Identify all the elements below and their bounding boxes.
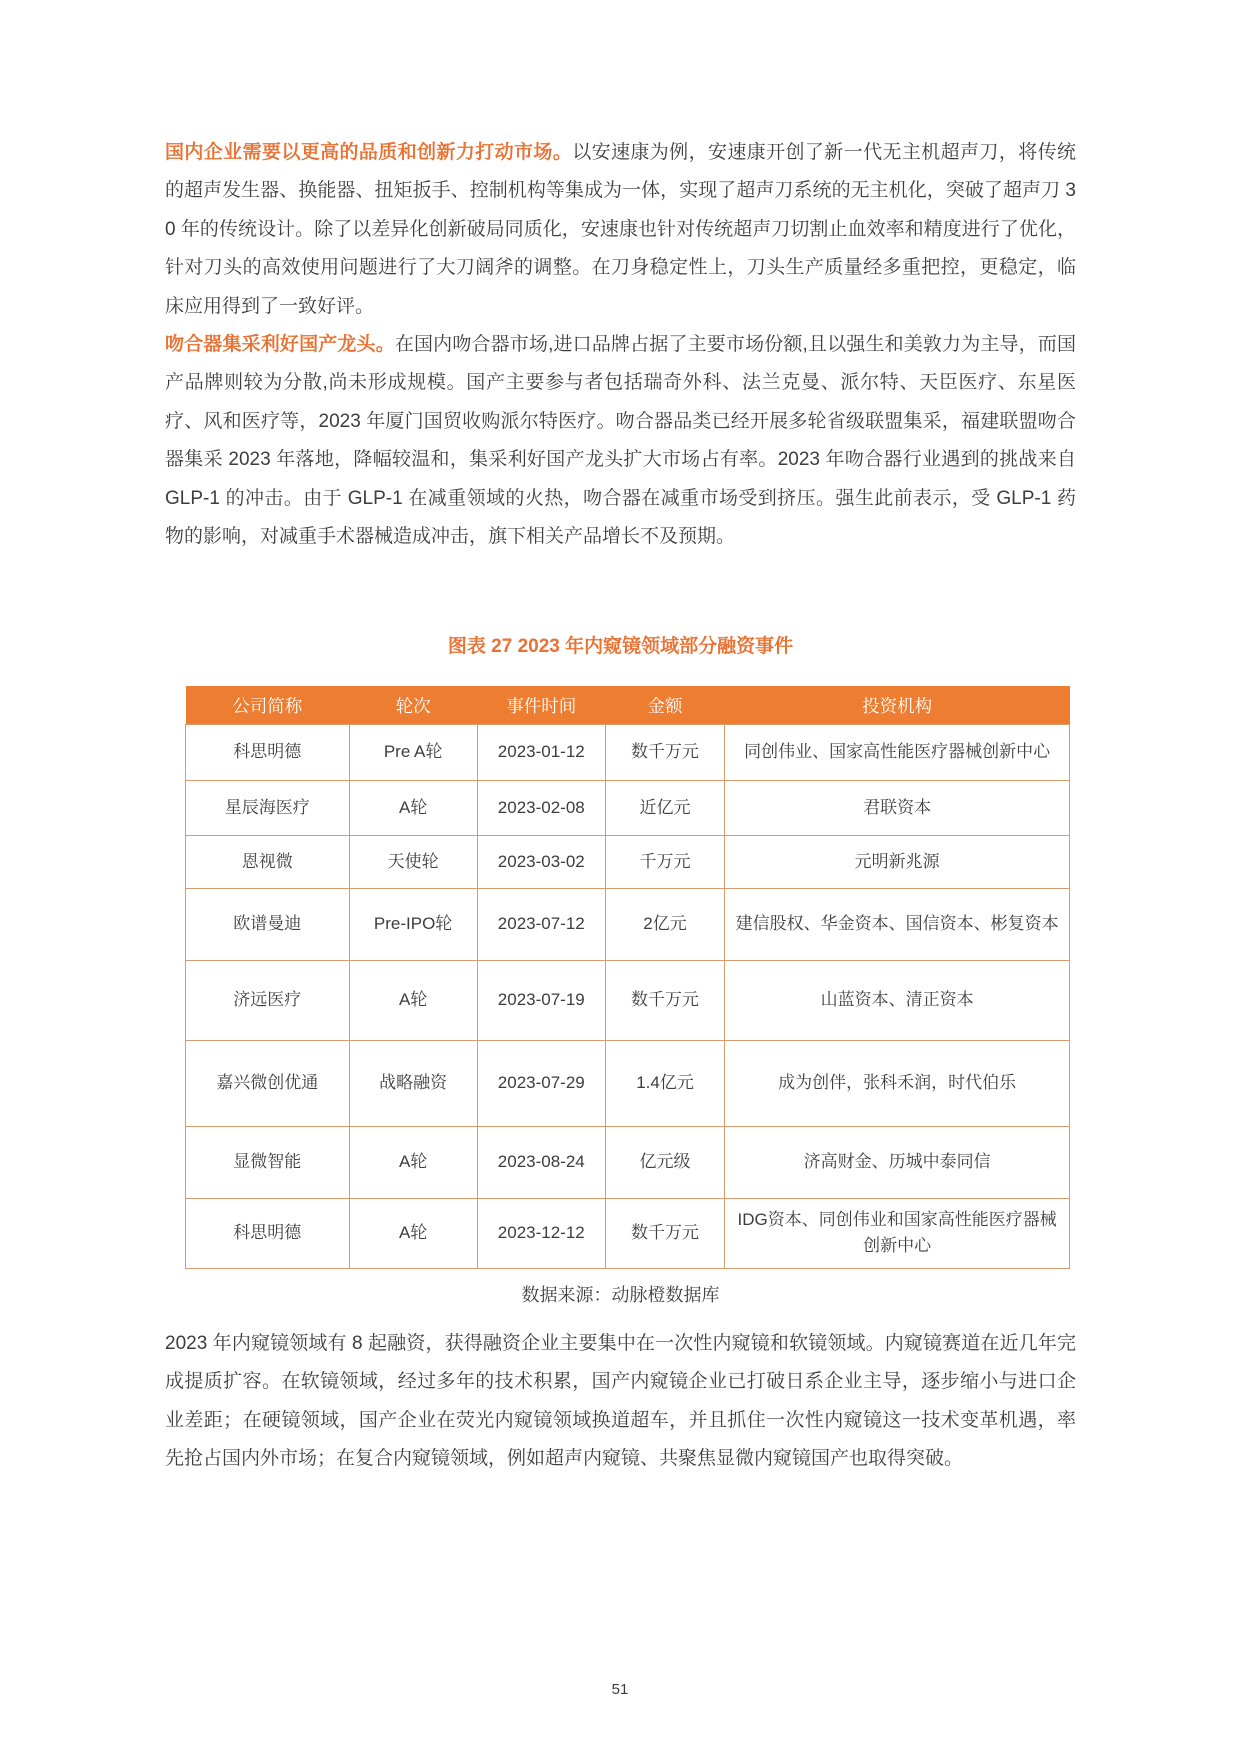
cell-round: A轮 bbox=[349, 960, 477, 1040]
cell-round: A轮 bbox=[349, 1126, 477, 1198]
cell-round: Pre A轮 bbox=[349, 724, 477, 780]
cell-amount: 千万元 bbox=[605, 835, 724, 888]
cell-investor: IDG资本、同创伟业和国家高性能医疗器械创新中心 bbox=[725, 1198, 1070, 1268]
cell-date: 2023-07-12 bbox=[477, 888, 605, 960]
cell-date: 2023-12-12 bbox=[477, 1198, 605, 1268]
cell-company: 显微智能 bbox=[186, 1126, 350, 1198]
column-header-investor: 投资机构 bbox=[725, 686, 1070, 724]
cell-amount: 亿元级 bbox=[605, 1126, 724, 1198]
table-row bbox=[186, 1040, 1070, 1126]
cell-investor: 济高财金、历城中泰同信 bbox=[725, 1126, 1070, 1198]
cell-date: 2023-07-19 bbox=[477, 960, 605, 1040]
cell-round: A轮 bbox=[349, 780, 477, 835]
closing-paragraph: 2023 年内窥镜领域有 8 起融资，获得融资企业主要集中在一次性内窥镜和软镜领域。内窥镜赛道在近几年完成提质扩容。在软镜领域，经过多年的技术积累，国产内窥镜企业已打破日系企业主导，逐步缩小与进口企业差距；在硬镜领域，国产企业在荧光内窥镜领域换道超车，并且抓住一次性内窥镜这一技术变革机遇，率先抢占国内外市场；在复合内窥镜领域，例如超声内窥镜、共聚焦显微内窥镜国产也取得突破。 bbox=[165, 1332, 1076, 1470]
cell-round: A轮 bbox=[349, 1198, 477, 1268]
financing-table bbox=[185, 686, 1070, 1269]
column-header-round: 轮次 bbox=[349, 686, 477, 724]
table-header bbox=[186, 686, 1070, 724]
cell-amount: 1.4亿元 bbox=[605, 1040, 724, 1126]
table-row bbox=[186, 1126, 1070, 1198]
data-source-note: 数据来源：动脉橙数据库 bbox=[521, 1284, 720, 1305]
figure-title: 图表 27 2023 年内窥镜领域部分融资事件 bbox=[447, 636, 794, 658]
column-header-amount: 金额 bbox=[605, 686, 724, 724]
page-number: 51 bbox=[611, 1681, 629, 1698]
paragraph-body: 以安速康为例，安速康开创了新一代无主机超声刀，将传统的超声发生器、换能器、扭矩扳手、控制机构等集成为一体，实现了超声刀系统的无主机化，突破了超声刀 30 年的传统设计。除了以差异化创新破局同质化，安速康也针对传统超声刀切割止血效率和精度进行了优化，针对刀头的高效使用问题进行了大刀阔斧的调整。在刀身稳定性上，刀头生产质量经多重把控，更稳定，临床应用得到了一致好评。 bbox=[165, 142, 1076, 317]
cell-company: 科思明德 bbox=[186, 1198, 350, 1268]
cell-date: 2023-02-08 bbox=[477, 780, 605, 835]
table-row bbox=[186, 1198, 1070, 1268]
cell-company: 嘉兴微创优通 bbox=[186, 1040, 350, 1126]
cell-amount: 近亿元 bbox=[605, 780, 724, 835]
cell-amount: 数千万元 bbox=[605, 724, 724, 780]
cell-amount: 数千万元 bbox=[605, 1198, 724, 1268]
column-header-date: 事件时间 bbox=[477, 686, 605, 724]
paragraph-body: 在国内吻合器市场,进口品牌占据了主要市场份额,且以强生和美敦力为主导，而国产品牌则较为分散,尚未形成规模。国产主要参与者包括瑞奇外科、法兰克曼、派尔特、天臣医疗、东星医疗、风和医疗等，2023 年厦门国贸收购派尔特医疗。吻合器品类已经开展多轮省级联盟集采，福建联盟吻合器集采 2023 年落地，降幅较温和，集采利好国产龙头扩大市场占有率。2023 年吻合器行业遇到的挑战来自 GLP-1 的冲击。由于 GLP-1 在减重领域的火热，吻合器在减重市场受到挤压。强生此前表示，受 GLP-1 药物的影响，对减重手术器械造成冲击，旗下相关产品增长不及预期。 bbox=[165, 334, 1076, 548]
cell-investor: 成为创伴，张科禾润，时代伯乐 bbox=[725, 1040, 1070, 1126]
cell-investor: 山蓝资本、清正资本 bbox=[725, 960, 1070, 1040]
cell-investor: 元明新兆源 bbox=[725, 835, 1070, 888]
cell-amount: 2亿元 bbox=[605, 888, 724, 960]
cell-investor: 同创伟业、国家高性能医疗器械创新中心 bbox=[725, 724, 1070, 780]
cell-date: 2023-01-12 bbox=[477, 724, 605, 780]
cell-round: 天使轮 bbox=[349, 835, 477, 888]
column-header-company: 公司简称 bbox=[186, 686, 350, 724]
table-header-row bbox=[186, 686, 1070, 724]
table-body bbox=[186, 724, 1070, 1268]
table-row bbox=[186, 724, 1070, 780]
cell-company: 星辰海医疗 bbox=[186, 780, 350, 835]
cell-date: 2023-07-29 bbox=[477, 1040, 605, 1126]
cell-investor: 建信股权、华金资本、国信资本、彬复资本 bbox=[725, 888, 1070, 960]
cell-company: 科思明德 bbox=[186, 724, 350, 780]
paragraph-lead: 吻合器集采利好国产龙头。 bbox=[165, 334, 395, 356]
cell-company: 欧谱曼迪 bbox=[186, 888, 350, 960]
cell-investor: 君联资本 bbox=[725, 780, 1070, 835]
paragraph-lead: 国内企业需要以更高的品质和创新力打动市场。 bbox=[165, 142, 573, 163]
table-row bbox=[186, 960, 1070, 1040]
cell-date: 2023-03-02 bbox=[477, 835, 605, 888]
table-row bbox=[186, 835, 1070, 888]
cell-amount: 数千万元 bbox=[605, 960, 724, 1040]
table-row bbox=[186, 780, 1070, 835]
paragraph bbox=[165, 326, 1076, 556]
cell-round: 战略融资 bbox=[349, 1040, 477, 1126]
table-row bbox=[186, 888, 1070, 960]
paragraph bbox=[165, 134, 1076, 326]
cell-date: 2023-08-24 bbox=[477, 1126, 605, 1198]
cell-company: 济远医疗 bbox=[186, 960, 350, 1040]
cell-round: Pre-IPO轮 bbox=[349, 888, 477, 960]
cell-company: 恩视微 bbox=[186, 835, 350, 888]
